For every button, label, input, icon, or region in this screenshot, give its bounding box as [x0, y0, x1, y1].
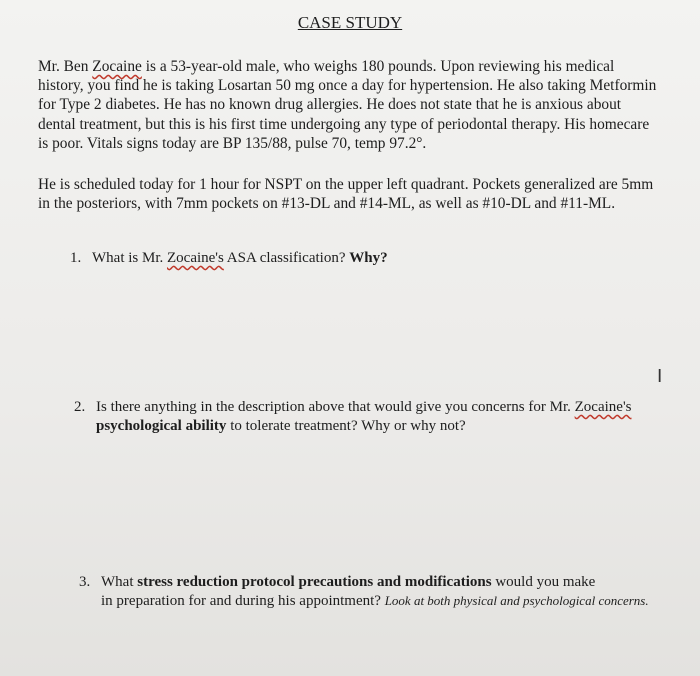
text-cursor-icon: I: [657, 366, 663, 387]
page-title: CASE STUDY: [297, 13, 403, 32]
question-2-number: 2.: [74, 399, 86, 415]
patient-name: Zocaine: [92, 58, 142, 75]
para1-text-start: Mr. Ben: [38, 58, 93, 75]
question-1-name: Zocaine's: [167, 250, 224, 266]
question-3-number: 3.: [79, 574, 91, 590]
question-3-bold: stress reduction protocol precautions and modifications: [137, 574, 492, 590]
para1-text-rest: is a 53-year-old male, who weighs 180 pounds. Upon reviewing his medical history, you find he is taking Losartan 50 mg once a day for hypertension. He also taking Metformin for Type 2 diabetes. He has no known drug allergies. He does not state that he is anxious about dental treatment, but this is his first time undergoing any type of periodontal therapy. His homecare is poor. Vitals signs today are BP 135/88, pulse 70, temp 97.2°.: [38, 58, 657, 152]
question-2-line2: [74, 417, 674, 436]
case-paragraph: [38, 57, 658, 153]
question-1-number: 1.: [70, 250, 82, 266]
question-3-text: What: [101, 574, 138, 590]
question-1: [70, 249, 670, 268]
question-3: [79, 573, 679, 610]
scheduling-paragraph: He is scheduled today for 1 hour for NSPT on the upper left quadrant. Pockets generalized are 5mm in the posteriors, with 7mm pockets on #13-DL and #14-ML, as well as #10-DL and #11-ML.: [38, 176, 654, 213]
question-2: [74, 398, 674, 435]
question-3-line2: [79, 592, 679, 611]
question-1-text-rest: ASA classification?: [223, 250, 350, 266]
question-2-text-rest: to tolerate treatment? Why or why not?: [226, 417, 466, 434]
question-2-text: Is there anything in the description above that would give you concerns for Mr.: [96, 399, 575, 415]
question-1-bold: Why?: [349, 250, 388, 266]
question-3-line2-text: in preparation for and during his appointment?: [101, 592, 385, 609]
question-1-text: What is Mr.: [92, 250, 167, 266]
question-2-bold: psychological ability: [96, 417, 227, 434]
question-3-italic: Look at both physical and psychological concerns.: [384, 592, 649, 608]
question-2-name: Zocaine's: [574, 399, 632, 415]
question-3-text-rest: would you make: [491, 574, 596, 590]
